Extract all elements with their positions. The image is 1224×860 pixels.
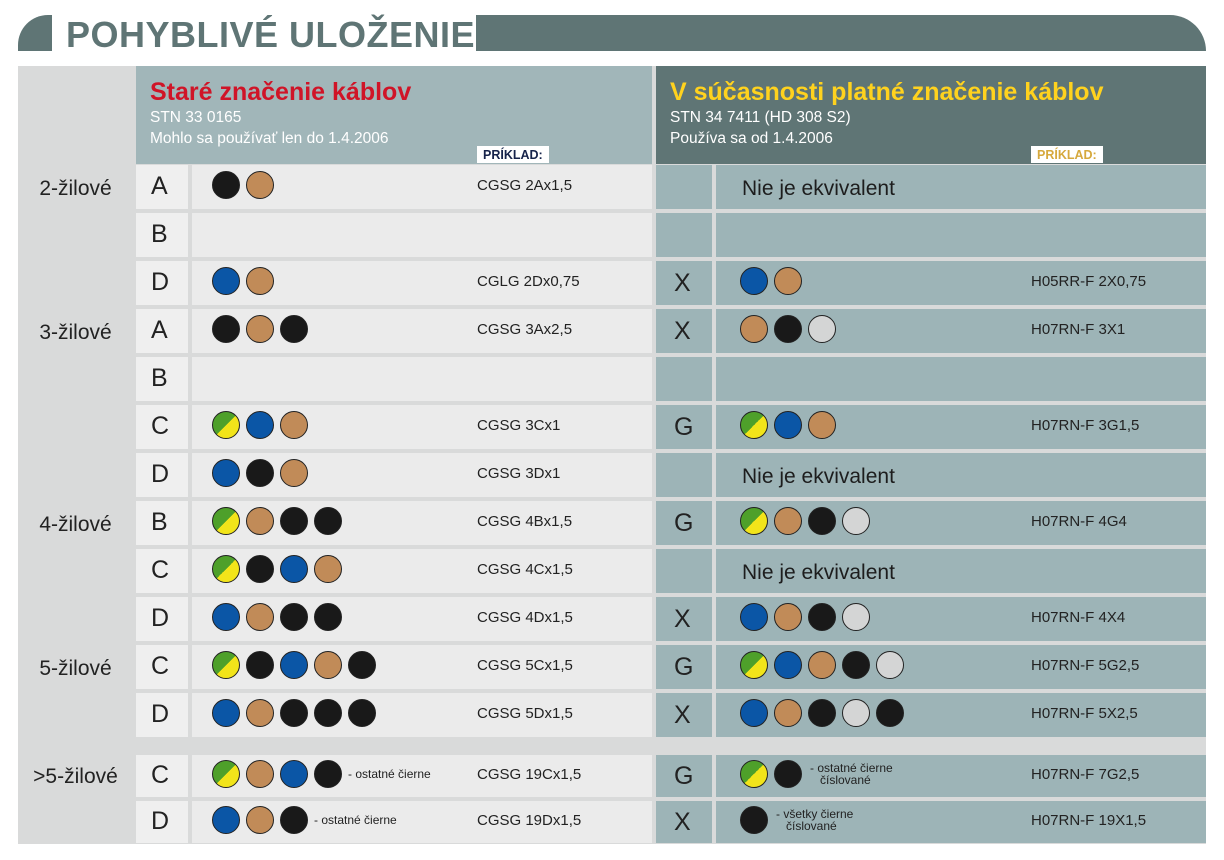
conductor-black-icon xyxy=(774,760,802,788)
conductor-brown-icon xyxy=(246,267,274,295)
new-note-line: - všetky čierne xyxy=(776,807,854,821)
old-type-letter: D xyxy=(151,604,170,632)
conductor-grey-icon xyxy=(876,651,904,679)
new-note xyxy=(776,808,853,832)
new-standard: STN 34 7411 (HD 308 S2) xyxy=(670,109,851,126)
group-label: 3-žilové xyxy=(39,321,112,344)
conductor-brown-icon xyxy=(314,651,342,679)
conductor-brown-icon xyxy=(280,459,308,487)
conductor-black-icon xyxy=(212,315,240,343)
old-conductor-dots xyxy=(212,170,280,200)
old-type-letter: A xyxy=(151,316,168,344)
new-letter-cell xyxy=(656,213,712,257)
old-example-cell xyxy=(192,357,652,401)
group-label: 4-žilové xyxy=(39,513,112,536)
new-example-code: H07RN-F 3G1,5 xyxy=(1031,417,1140,434)
old-conductor-dots xyxy=(212,410,314,440)
conductor-green-yellow-icon xyxy=(212,760,240,788)
new-letter-cell xyxy=(656,453,712,497)
conductor-black-icon xyxy=(740,806,768,834)
old-example-code: CGSG 4Cx1,5 xyxy=(477,561,573,578)
new-note-line: číslované xyxy=(820,773,871,787)
no-equivalent-text: Nie je ekvivalent xyxy=(742,465,895,488)
conductor-brown-icon xyxy=(246,806,274,834)
no-equivalent-text: Nie je ekvivalent xyxy=(742,561,895,584)
conductor-green-yellow-icon xyxy=(740,411,768,439)
old-type-letter: D xyxy=(151,807,170,835)
new-note-line: - ostatné čierne xyxy=(810,761,893,775)
new-type-letter: G xyxy=(674,762,694,790)
new-example-code: H07RN-F 3X1 xyxy=(1031,321,1126,338)
conductor-green-yellow-icon xyxy=(212,651,240,679)
old-type-letter: B xyxy=(151,508,168,536)
conductor-grey-icon xyxy=(842,603,870,631)
conductor-black-icon xyxy=(314,760,342,788)
conductor-black-icon xyxy=(280,507,308,535)
new-example-cell xyxy=(716,213,1206,257)
old-standard: STN 33 0165 xyxy=(150,109,242,126)
conductor-black-icon xyxy=(280,806,308,834)
conductor-brown-icon xyxy=(246,171,274,199)
new-marking-heading: V súčasnosti platné značenie káblov xyxy=(670,78,1104,106)
new-type-letter: X xyxy=(674,269,691,297)
group-5-core xyxy=(18,645,133,737)
old-example-code: CGSG 19Dx1,5 xyxy=(477,812,582,829)
old-note: - ostatné čierne xyxy=(314,813,397,827)
conductor-green-yellow-icon xyxy=(740,651,768,679)
conductor-brown-icon xyxy=(774,507,802,535)
new-type-letter: X xyxy=(674,701,691,729)
conductor-brown-icon xyxy=(246,699,274,727)
new-conductor-dots xyxy=(740,506,876,536)
old-example-cell xyxy=(192,213,652,257)
conductor-brown-icon xyxy=(740,315,768,343)
new-letter-cell xyxy=(656,357,712,401)
new-conductor-dots xyxy=(740,602,876,632)
old-example-code: CGSG 4Bx1,5 xyxy=(477,513,573,530)
old-type-letter: B xyxy=(151,220,168,248)
old-conductor-dots xyxy=(212,759,431,789)
conductor-blue-icon xyxy=(740,603,768,631)
new-type-letter: X xyxy=(674,317,691,345)
conductor-grey-icon xyxy=(842,699,870,727)
conductor-blue-icon xyxy=(212,603,240,631)
new-conductor-dots xyxy=(740,314,842,344)
old-conductor-dots xyxy=(212,554,348,584)
conductor-brown-icon xyxy=(246,603,274,631)
old-example-code: CGSG 5Dx1,5 xyxy=(477,705,573,722)
old-type-letter: D xyxy=(151,460,170,488)
conductor-blue-icon xyxy=(212,459,240,487)
old-conductor-dots xyxy=(212,506,348,536)
conductor-green-yellow-icon xyxy=(212,555,240,583)
conductor-blue-icon xyxy=(212,806,240,834)
old-example-code: CGSG 19Cx1,5 xyxy=(477,766,582,783)
new-example-code: H07RN-F 5G2,5 xyxy=(1031,657,1140,674)
conductor-brown-icon xyxy=(774,699,802,727)
conductor-black-icon xyxy=(774,315,802,343)
conductor-blue-icon xyxy=(212,267,240,295)
conductor-brown-icon xyxy=(246,507,274,535)
new-type-letter: X xyxy=(674,605,691,633)
old-type-letter: B xyxy=(151,364,168,392)
conductor-blue-icon xyxy=(280,760,308,788)
new-example-code: H07RN-F 5X2,5 xyxy=(1031,705,1138,722)
conductor-brown-icon xyxy=(314,555,342,583)
group-2-core xyxy=(18,165,133,305)
new-example-code: H05RR-F 2X0,75 xyxy=(1031,273,1147,290)
conductor-green-yellow-icon xyxy=(740,507,768,535)
new-type-letter: G xyxy=(674,509,694,537)
old-type-letter: D xyxy=(151,268,170,296)
old-conductor-dots xyxy=(212,805,397,835)
group-more-core xyxy=(18,755,133,843)
conductor-black-icon xyxy=(314,699,342,727)
new-conductor-dots xyxy=(740,805,853,835)
old-conductor-dots xyxy=(212,650,382,680)
conductor-black-icon xyxy=(876,699,904,727)
conductor-grey-icon xyxy=(842,507,870,535)
old-type-letter: A xyxy=(151,172,168,200)
conductor-green-yellow-icon xyxy=(212,411,240,439)
old-conductor-dots xyxy=(212,698,382,728)
group-label: 5-žilové xyxy=(39,657,112,680)
conductor-blue-icon xyxy=(740,699,768,727)
new-example-cell xyxy=(716,357,1206,401)
old-type-letter: C xyxy=(151,761,170,789)
new-conductor-dots xyxy=(740,266,808,296)
conductor-brown-icon xyxy=(808,651,836,679)
conductor-black-icon xyxy=(348,699,376,727)
conductor-black-icon xyxy=(246,651,274,679)
old-example-code: CGLG 2Dx0,75 xyxy=(477,273,580,290)
new-example-code: H07RN-F 19X1,5 xyxy=(1031,812,1147,829)
old-conductor-dots xyxy=(212,314,314,344)
conductor-brown-icon xyxy=(246,315,274,343)
no-equivalent-text: Nie je ekvivalent xyxy=(742,177,895,200)
new-example-code: H07RN-F 4G4 xyxy=(1031,513,1127,530)
conductor-brown-icon xyxy=(774,603,802,631)
conductor-grey-icon xyxy=(808,315,836,343)
old-conductor-dots xyxy=(212,266,280,296)
conductor-black-icon xyxy=(280,603,308,631)
conductor-green-yellow-icon xyxy=(740,760,768,788)
old-example-code: CGSG 3Dx1 xyxy=(477,465,561,482)
old-example-code: CGSG 4Dx1,5 xyxy=(477,609,573,626)
conductor-brown-icon xyxy=(808,411,836,439)
new-letter-cell xyxy=(656,549,712,593)
old-example-label: PRÍKLAD: xyxy=(477,146,549,163)
new-conductor-dots xyxy=(740,410,842,440)
conductor-green-yellow-icon xyxy=(212,507,240,535)
conductor-blue-icon xyxy=(246,411,274,439)
conductor-black-icon xyxy=(246,555,274,583)
conductor-blue-icon xyxy=(774,651,802,679)
conductor-blue-icon xyxy=(280,555,308,583)
old-example-code: CGSG 3Cx1 xyxy=(477,417,561,434)
conductor-brown-icon xyxy=(280,411,308,439)
new-note xyxy=(810,762,893,786)
new-marking-header xyxy=(656,66,1206,164)
conductor-black-icon xyxy=(314,603,342,631)
new-conductor-dots xyxy=(740,698,910,728)
old-example-code: CGSG 5Cx1,5 xyxy=(477,657,573,674)
old-type-letter: C xyxy=(151,652,170,680)
new-type-letter: G xyxy=(674,413,694,441)
new-type-letter: G xyxy=(674,653,694,681)
page-title: POHYBLIVÉ ULOŽENIE xyxy=(66,14,476,55)
new-example-label: PRÍKLAD: xyxy=(1031,146,1103,163)
conductor-black-icon xyxy=(842,651,870,679)
conductor-black-icon xyxy=(808,507,836,535)
old-type-letter: C xyxy=(151,556,170,584)
group-3-core xyxy=(18,309,133,497)
old-conductor-dots xyxy=(212,602,348,632)
new-conductor-dots xyxy=(740,759,893,789)
group-label: >5-žilové xyxy=(33,765,118,788)
conductor-black-icon xyxy=(280,315,308,343)
conductor-blue-icon xyxy=(212,699,240,727)
conductor-black-icon xyxy=(348,651,376,679)
new-example-code: H07RN-F 7G2,5 xyxy=(1031,766,1140,783)
old-example-code: CGSG 2Ax1,5 xyxy=(477,177,573,194)
old-type-letter: C xyxy=(151,412,170,440)
conductor-black-icon xyxy=(212,171,240,199)
conductor-black-icon xyxy=(314,507,342,535)
new-conductor-dots xyxy=(740,650,910,680)
conductor-black-icon xyxy=(808,699,836,727)
old-marking-header xyxy=(136,66,652,164)
conductor-blue-icon xyxy=(280,651,308,679)
group-4-core xyxy=(18,501,133,641)
conductor-brown-icon xyxy=(774,267,802,295)
old-marking-heading: Staré značenie káblov xyxy=(150,78,412,106)
old-type-letter: D xyxy=(151,700,170,728)
old-validity: Mohlo sa používať len do 1.4.2006 xyxy=(150,130,389,147)
new-letter-cell xyxy=(656,165,712,209)
conductor-brown-icon xyxy=(246,760,274,788)
new-note-line: číslované xyxy=(786,819,837,833)
new-example-code: H07RN-F 4X4 xyxy=(1031,609,1126,626)
old-conductor-dots xyxy=(212,458,314,488)
old-example-code: CGSG 3Ax2,5 xyxy=(477,321,573,338)
conductor-blue-icon xyxy=(740,267,768,295)
old-note: - ostatné čierne xyxy=(348,767,431,781)
conductor-blue-icon xyxy=(774,411,802,439)
conductor-black-icon xyxy=(246,459,274,487)
conductor-black-icon xyxy=(280,699,308,727)
new-validity: Používa sa od 1.4.2006 xyxy=(670,130,833,147)
group-label: 2-žilové xyxy=(39,177,112,200)
new-type-letter: X xyxy=(674,808,691,836)
conductor-black-icon xyxy=(808,603,836,631)
